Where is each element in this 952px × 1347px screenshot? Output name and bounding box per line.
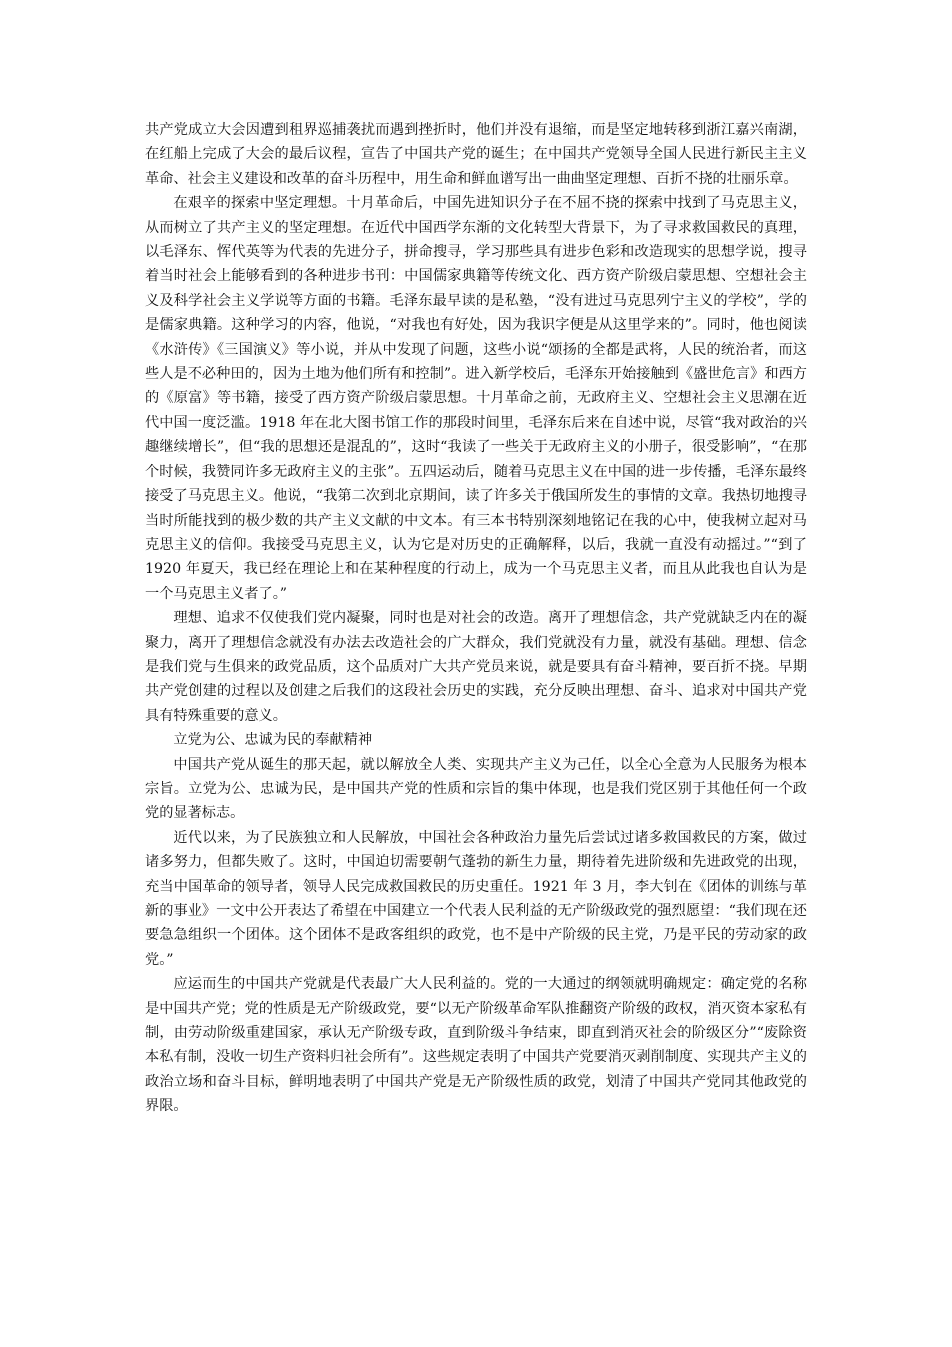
paragraph-ideals: 理想、追求不仅使我们党内凝聚，同时也是对社会的改造。离开了理想信念，共产党就缺乏内在的凝聚力，离开了理想信念就没有办法去改造社会的广大群众，我们党就没有力量，就没有基础。理想、信念是我们党与生俱来的政党品质，这个品质对广大共产党员来说，就是要具有奋斗精神，要百折不挠。早期共产党创建的过程以及创建之后我们的这段社会历史的实践，充分反映出理想、奋斗、追求对中国共产党具有特殊重要的意义。 xyxy=(145,610,807,724)
paragraph-party-program: 应运而生的中国共产党就是代表最广大人民利益的。党的一大通过的纲领就明确规定：确定党的名称是中国共产党；党的性质是无产阶级政党，要“以无产阶级革命军队推翻资产阶级的政权，消灭资本家私有制，由劳动阶级重建国家，承认无产阶级专政，直到阶级斗争结束，即直到消灭社会的阶级区分”“废除资本私有制，没收一切生产资料归社会所有”。这些规定表明了中国共产党要消灭剥削制度、实现共产主义的政治立场和奋斗目标，鲜明地表明了中国共产党是无产阶级性质的政党，划清了中国共产党同其他政党的界限。 xyxy=(145,976,807,1115)
paragraph-red-boat: 共产党成立大会因遭到租界巡捕袭扰而遇到挫折时，他们并没有退缩，而是坚定地转移到浙江嘉兴南湖，在红船上完成了大会的最后议程，宣告了中国共产党的诞生；在中国共产党领导全国人民进行新民主主义革命、社会主义建设和改革的奋斗历程中，用生命和鲜血谱写出一曲曲坚定理想、百折不挠的壮丽乐章。 xyxy=(145,122,807,187)
paragraph-modern-history: 近代以来，为了民族独立和人民解放，中国社会各种政治力量先后尝试过诸多救国救民的方案，做过诸多努力，但都失败了。这时，中国迫切需要朝气蓬勃的新生力量，期待着先进阶级和先进政党的出现，充当中国革命的领导者，领导人民完成救国救民的历史重任。1921 年 3 月，李大钊在《团体的训练与革新的事业》一文中公开表达了希望在中国建立一个代表人民利益的无产阶级政党的强烈愿望：“我们现在还要急急组织一个团体。这个团体不是政客组织的政党，也不是中产阶级的民主党，乃是平民的劳动家的政党。” xyxy=(145,829,807,968)
section-heading: 立党为公、忠诚为民的奉献精神 xyxy=(173,732,373,749)
paragraph-purpose: 中国共产党从诞生的那天起，就以解放全人类、实现共产主义为己任，以全心全意为人民服务为根本宗旨。立党为公、忠诚为民，是中国共产党的性质和宗旨的集中体现，也是我们党区别于其他任何一个政党的显著标志。 xyxy=(145,756,807,822)
document-page xyxy=(145,118,807,1119)
paragraph-exploration: 在艰辛的探索中坚定理想。十月革命后，中国先进知识分子在不屈不挠的探索中找到了马克思主义，从而树立了共产主义的坚定理想。在近代中国西学东渐的文化转型大背景下，为了寻求救国救民的真理，以毛泽东、恽代英等为代表的先进分子，拼命搜寻，学习那些具有进步色彩和改造现实的思想学说，搜寻着当时社会上能够看到的各种进步书刊：中国儒家典籍等传统文化、西方资产阶级启蒙思想、空想社会主义及科学社会主义学说等方面的书籍。毛泽东最早读的是私塾，“没有进过马克思列宁主义的学校”，学的是儒家典籍。这种学习的内容，他说，“对我也有好处，因为我识字便是从这里学来的”。同时，他也阅读《水浒传》《三国演义》等小说，并从中发现了问题，这些小说“颂扬的全都是武将，人民的统治者，而这些人是不必种田的，因为土地为他们所有和控制”。进入新学校后，毛泽东开始接触到《盛世危言》和西方的《原富》等书籍，接受了西方资产阶级启蒙思想。十月革命之前，无政府主义、空想社会主义思潮在近代中国一度泛滥。1918 年在北大图书馆工作的那段时间里，毛泽东后来在自述中说，尽管“我对政治的兴趣继续增长”，但“我的思想还是混乱的”，这时“我读了一些关于无政府主义的小册子，很受影响”，“在那个时候，我赞同许多无政府主义的主张”。五四运动后，随着马克思主义在中国的进一步传播，毛泽东最终接受了马克思主义。他说，“我第二次到北京期间，读了许多关于俄国所发生的事情的文章。我热切地搜寻当时所能找到的极少数的共产主义文献的中文本。有三本书特别深刻地铭记在我的心中，使我树立起对马克思主义的信仰。我接受马克思主义，认为它是对历史的正确解释，以后，我就一直没有动摇过。”“到了 1920 年夏天，我已经在理论上和在某种程度的行动上，成为一个马克思主义者，而且从此我也自认为是一个马克思主义者了。” xyxy=(145,195,807,602)
